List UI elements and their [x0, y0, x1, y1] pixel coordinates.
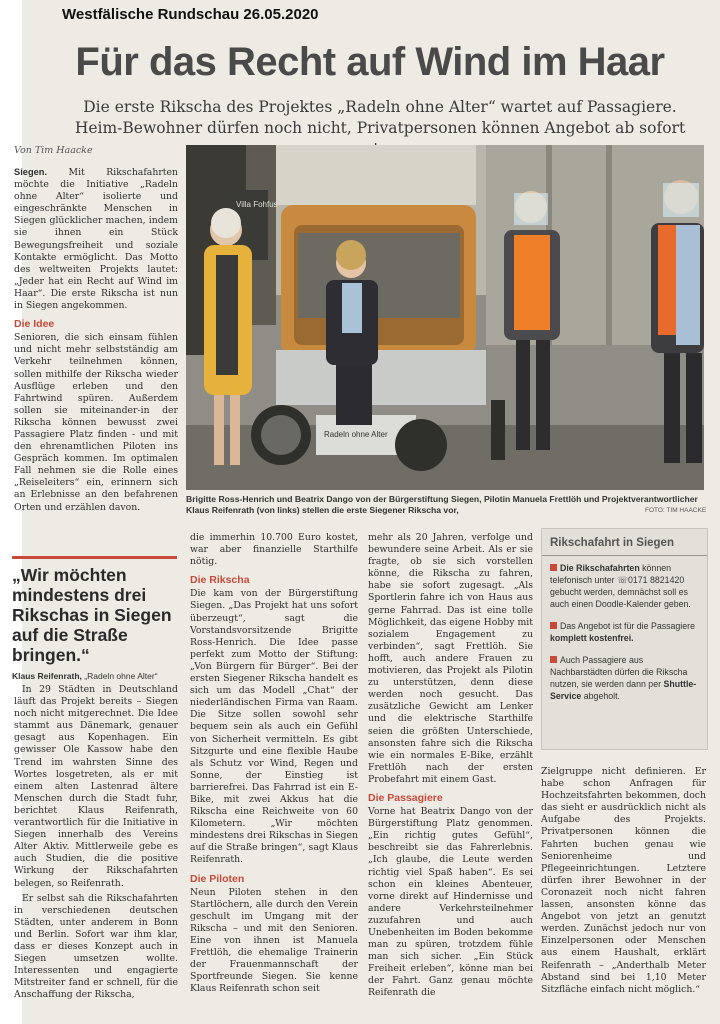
- column-1: [14, 166, 178, 517]
- photo-credit: FOTO: TIM HAACKE: [645, 507, 707, 514]
- subhead-line-2: Heim-Bewohner dürfen noch nicht, Privatpersonen können Angebot ab sofort: [74, 119, 686, 137]
- section-heading-piloten: Die Piloten: [190, 872, 245, 885]
- info-box-title: Rikschafahrt in Siegen: [542, 529, 707, 556]
- source-label: Westfälische Rundschau 26.05.2020: [62, 6, 319, 23]
- paragraph: In 29 Städten in Deutschland läuft das Projekt bereits – Siegen noch nicht mitgerechnet. Die Idee stammt aus Dänemark, genauer gesagt aus Kopenhagen. Ein gewisser Ole Kassow habe den Trend im wahrsten Sinne des Wortes losgetreten, als er mit einem alten Lastenrad ältere Menschen durch die Stadt fuhr, berichtet Klaus Reifenrath, verantwortlich für die Initiative in Siegen innerhalb des Vereins Alter Aktiv. Mittlerweile gebe es auch Studien, die die positive Wirkung der Rikschafahrten belegen, so Reifenrath.: [14, 684, 178, 889]
- bullet-square-icon: [550, 622, 557, 629]
- paragraph-rikscha: Die kam von der Bürgerstiftung Siegen. „Das Projekt hat uns sofort überzeugt“, sagt die Vorstandsvorsitzende Brigitte Ross-Henrich. Die Idee passe perfekt zum Motto der Stiftung: „Von Bürgern für Bürger“. Bei der ersten Siegener Rikscha handelt es sich um das Modell „Chat“ der niederländischen Firma van Raam. Die Sitze sollen sowohl sehr bequem sein als auch ein Gefühl von Sicherheit vermitteln. Es gibt Sitzgurte und eine flexible Haube als Schutz vor Wind, Regen und Sonne, der Einstieg ist barrierefrei. Das Fahrrad ist ein E-Bike, mit zwei Akkus hat die Rikscha eine Reichweite von 60 Kilometern. „Wir möchten mindestens drei Rikschas in Siegen auf die Straße bringen“, sagt Klaus Reifenrath.: [190, 588, 358, 866]
- info-item-price: Das Angebot ist für die Passagiere komplett kostenfrei.: [550, 621, 695, 643]
- column-1-continued: [14, 684, 178, 1004]
- paragraph: mehr als 20 Jahren, verfolge und bewundere seine Arbeit. Als er sie fragte, ob sie sich vorstellen könne, die Rikscha zu fahren, habe sie sofort zugesagt. „Als Sportlerin fahre ich von Haus aus gerne Fahrrad. Das ist eine tolle Möglichkeit, das eigene Hobby mit sozialem Engagement zu verbinden“, sagt Frettlöh. Sie hofft, auch andere Frauen zu motivieren, das Projekt als Pilotin zu unterstützen, denn diese werden noch gesucht. Das zusätzliche Gewicht am Lenker und die elektrische Starthilfe seien die größten Unterschiede, ansonsten fahre sich die Rikscha wie ein normales E-Bike, erzählt Frettlöh nach der ersten Probefahrt mit einem Gast.: [368, 532, 533, 785]
- info-box: [541, 528, 708, 750]
- photo-illustration: [186, 145, 704, 490]
- section-heading-idee: Die Idee: [14, 318, 55, 331]
- byline: Von Tim Haacke: [14, 145, 93, 156]
- lead-paragraph: Siegen. Mit Rikschafahrten möchte die Initiative „Radeln ohne Alter“ isolierte und eingeschränkte Menschen in Siegen glücklicher machen, indem sie ihnen ein Stück Bewegungsfreiheit und soziale Kontakte ermöglicht. Das Motto des weltweiten Projekts lautet: „Jeder hat ein Recht auf Wind im Haar“. Die erste Rikscha ist nun in Siegen angekommen.: [14, 167, 178, 312]
- paragraph-piloten: Neun Piloten stehen in den Startlöchern, alle durch den Verein geschult im Umgang mit der Rikscha – und mit den Senioren. Eine von ihnen ist Manuela Frettlöh, die ehemalige Trainerin der Frauenmannschaft der Sportfreunde Siegen. Sie kenne Klaus Reifenrath schon seit: [190, 886, 358, 995]
- photo-sign-text: Villa Fohfus: [236, 200, 278, 209]
- bullet-square-icon: [550, 564, 557, 571]
- paragraph-passagiere: Vorne hat Beatrix Dango von der Bürgerstiftung Platz genommen. „Ein richtig gutes Gefühl“, beschreibt sie das Fahrerlebnis. „Ich glaube, die Leute werden richtig viel Spaß haben“. Es sei schon ein kleines Abenteuer, vorne direkt auf Hindernisse und andere Verkehrsteilnehmer zuzufahren und auch Unebenheiten im Boden bekomme man zu spüren, trotzdem fühle man sich sicher. „Ein Stück Freiheit erleben“, könne man bei der Fahrt. Ganz genau möchte Reifenrath die: [368, 806, 533, 999]
- dateline: Siegen.: [14, 167, 48, 177]
- info-item-booking: Die Rikschafahrten können telefonisch unter ☏0171 8821420 gebucht werden, demnächst soll es auch einen Doodle-Kalender geben.: [550, 563, 691, 609]
- paragraph: die immerhin 10.700 Euro kostet, war aber finanzielle Starthilfe nötig.: [190, 532, 358, 568]
- column-3: [368, 532, 533, 1003]
- photo-banner-text: Radeln ohne Alter: [324, 430, 388, 439]
- column-2: [190, 532, 358, 998]
- paragraph: Er selbst sah die Rikschafahrten in verschiedenen deutschen Städten, unter anderem in Bonn und Berlin. Sofort war ihm klar, dass er dieses Konzept auch in Siegen umsetzen wollte. Interessenten und engagierte Mitstreiter fand er schnell, für die Anschaffung der Rikscha,: [14, 892, 178, 1001]
- info-item-shuttle: Auch Passagiere aus Nachbarstädten dürfen die Rikscha nutzen, sie werden dann per Shuttle-Service abgeholt.: [550, 655, 697, 701]
- article-photo: [186, 145, 704, 490]
- paragraph-idee: Senioren, die sich einsam fühlen und nicht mehr selbstständig am Verkehr teilnehmen können, sollen mithilfe der Rikscha wieder Ausflüge erleben und den Fahrtwind spüren. Außerdem sollen sie miteinander-in der Rikscha können bewusst zwei Passagiere Platz finden - und mit den ehrenamtlichen Piloten ins Gespräch kommen. Im optimalen Fall nehmen sie die Rolle eines „Reiseleiters“ ein, erinnern sich an Erlebnisse an den befahrenen Orten und erzählen davon.: [14, 332, 178, 513]
- pull-quote: [12, 556, 177, 681]
- quote-author: Klaus Reifenrath, „Radeln ohne Alter“: [12, 671, 158, 681]
- photo-caption: Brigitte Ross-Henrich und Beatrix Dango von der Bürgerstiftung Siegen, Pilotin Manuela Frettlöh und Projektverantwortlicher Klaus Reifenrath (von links) stellen die erste Siegener Rikscha vor,: [186, 494, 698, 515]
- quote-text: „Wir möchten mindestens drei Rikschas in Siegen auf die Straße bringen.“: [12, 565, 172, 665]
- paragraph: Zielgruppe nicht definieren. Er habe schon Anfragen für Hochzeitsfahrten bekommen, doch das sieht er ausdrücklich nicht als Aufgabe des Projekts. Privatpersonen können die Fahrten buchen genau wie Seniorenheime und Pflegeeinrichtungen. Letztere dürfen ihrer Bewohner in der Coronazeit noch nicht fahren lassen, ansonsten könne das Angebot von jetzt an genutzt werden. Zunächst jedoch nur von Einzelpersonen oder Menschen aus einem Haushalt, erklärt Reifenrath – „Anderthalb Meter Abstand sind bei 1,10 Meter Sitzfläche einfach nicht möglich.“: [541, 766, 706, 995]
- section-heading-passagiere: Die Passagiere: [368, 791, 443, 804]
- column-4: [541, 766, 706, 999]
- subhead-line-1: Die erste Rikscha des Projektes „Radeln ohne Alter“ wartet auf Passagiere.: [83, 98, 677, 116]
- bullet-square-icon: [550, 656, 557, 663]
- section-heading-rikscha: Die Rikscha: [190, 574, 250, 587]
- headline: Für das Recht auf Wind im Haar: [75, 40, 665, 84]
